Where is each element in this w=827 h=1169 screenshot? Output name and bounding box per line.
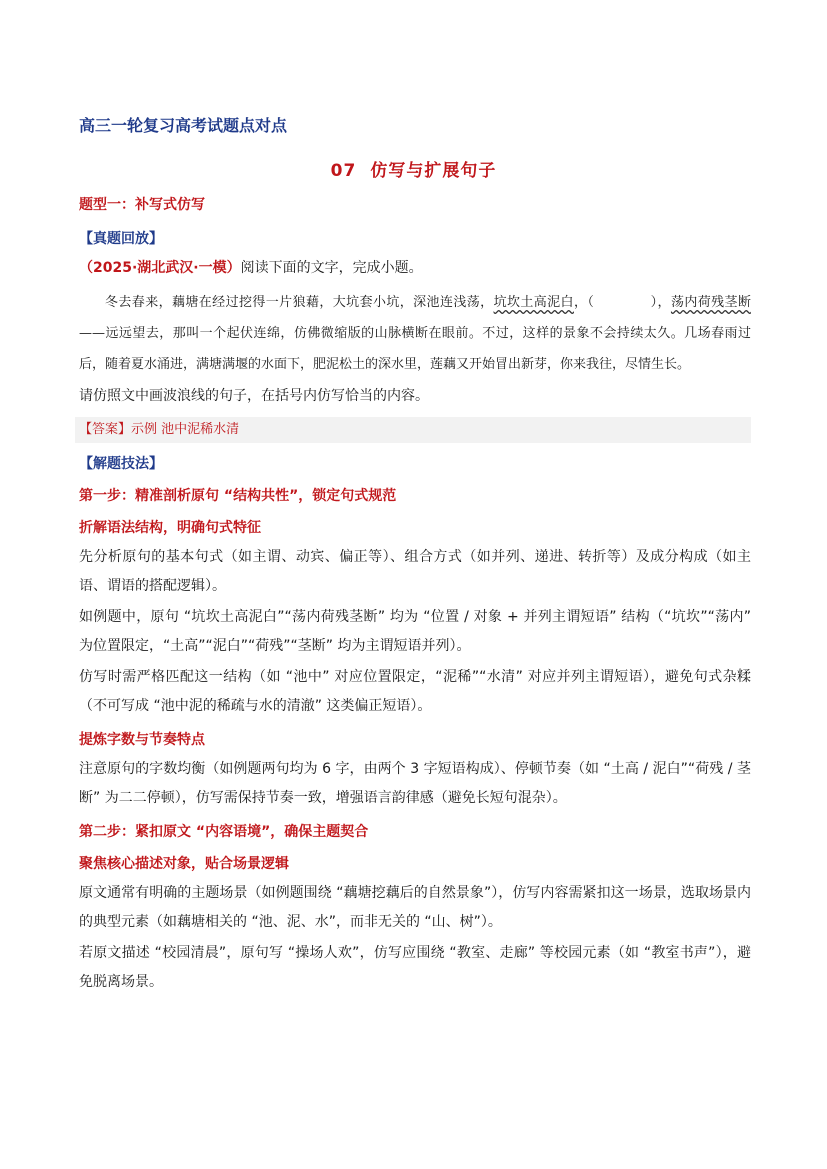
step1-sub1-heading: 折解语法结构，明确句式特征 (79, 520, 261, 536)
wavy-sentence-1: 坑坎土高泥白 (493, 295, 574, 310)
step1-sub2-heading: 提炼字数与节奏特点 (79, 732, 205, 748)
step2-heading: 第二步：紧扣原文 “内容语境”，确保主题契合 (79, 824, 369, 840)
question-source: （2025·湖北武汉·一模） (79, 260, 241, 276)
excerpt-text-3: ）， (650, 295, 671, 310)
step1-sub1-para-3: 仿写时需严格匹配这一结构（如 “池中” 对应位置限定，“泥稀”“水清” 对应并列主谓短语），避免句式杂糅（不可写成 “池中泥的稀疏与水的清澈” 这类偏正短语）。 (79, 669, 751, 714)
excerpt-text-4: ——远远望去，那叫一个起伏连绵，仿佛微缩版的山脉横断在眼前。不过，这样的景象不会持续太久。几场春雨过后，随着夏水涌进，满塘满堰的水面下，肥泥松土的深水里，莲藕又开始冒出新芽，你来我往，尽情生长。 (79, 326, 751, 372)
question-instruction: 阅读下面的文字，完成小题。 (240, 260, 423, 276)
real-questions-heading: 【真题回放】 (79, 231, 163, 247)
excerpt-text-1: 冬去春来，藕塘在经过挖得一片狼藉，大坑套小坑，深池连浅荡， (105, 295, 494, 310)
excerpt-text-2: ，（ (573, 295, 595, 310)
step2-sub1-para-1: 原文通常有明确的主题场景（如例题围绕 “藕塘挖藕后的自然景象”），仿写内容需紧扣这一场景，选取场景内的典型元素（如藕塘相关的 “池、泥、水”，而非无关的 “山、树”）。 (79, 885, 751, 930)
chapter-number: 07 (330, 161, 357, 181)
step1-sub1-para-2: 如例题中，原句 “坑坎土高泥白”“荡内荷残茎断” 均为 “位置 / 对象 + 并列主谓短语” 结构（“坑坎”“荡内” 为位置限定，“土高”“泥白”“荷残”“茎断” 均为主谓短语并列）。 (79, 609, 751, 654)
document-body (79, 188, 751, 997)
question-prompt: 请仿照文中画波浪线的句子，在括号内仿写恰当的内容。 (79, 388, 429, 404)
chapter-title (0, 156, 827, 181)
step2-sub1-heading: 聚焦核心描述对象，贴合场景逻辑 (79, 856, 289, 872)
answer-box: 【答案】示例 池中泥稀水清 (75, 417, 751, 443)
question-intro (79, 254, 751, 283)
question-type-heading: 题型一：补写式仿写 (79, 197, 205, 213)
technique-heading: 【解题技法】 (79, 456, 163, 472)
doc-title: 高三一轮复习高考试题点对点 (79, 116, 288, 135)
step2-sub1-para-2: 若原文描述 “校园清晨”，原句写 “操场人欢”，仿写应围绕 “教室、走廊” 等校园元素（如 “教室书声”），避免脱离场景。 (79, 945, 751, 990)
wavy-sentence-2: 荡内荷残茎断 (670, 295, 751, 310)
step1-sub2-para-1: 注意原句的字数均衡（如例题两句均为 6 字，由两个 3 字短语构成）、停顿节奏（如 “土高 / 泥白”“荷残 / 茎断” 为二二停顿），仿写需保持节奏一致，增强语言韵律感（避免长短句混杂）。 (79, 761, 751, 806)
step1-heading: 第一步：精准剖析原句 “结构共性”，锁定句式规范 (79, 488, 397, 504)
step1-sub1-para-1: 先分析原句的基本句式（如主谓、动宾、偏正等）、组合方式（如并列、递进、转折等）及成分构成（如主语、谓语的搭配逻辑）。 (79, 549, 751, 594)
reading-excerpt (79, 287, 751, 380)
chapter-title-text: 仿写与扩展句子 (370, 161, 497, 181)
